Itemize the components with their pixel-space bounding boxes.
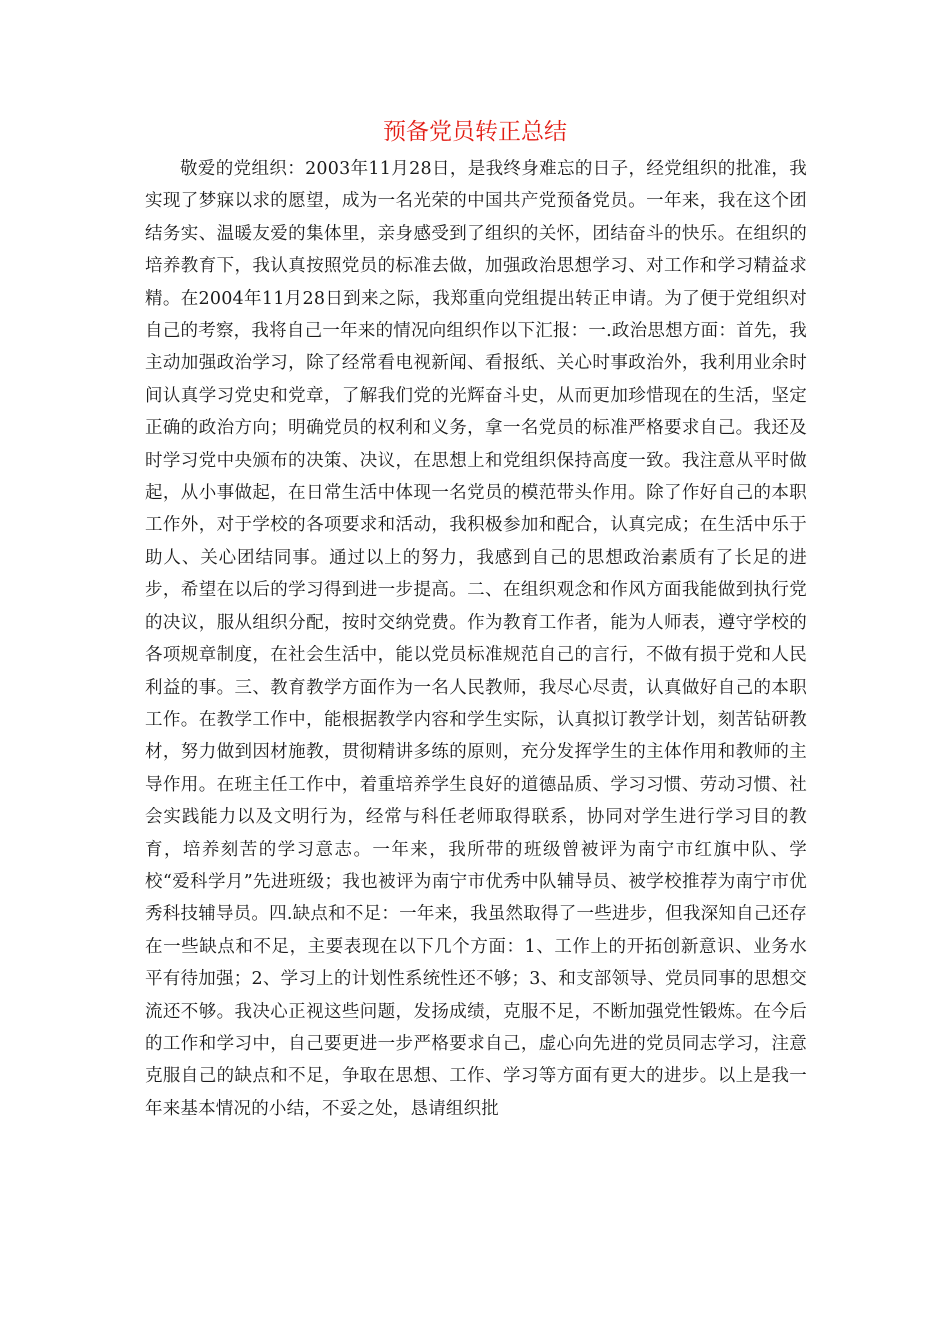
document-title: 预备党员转正总结 (383, 119, 567, 145)
document-body: 敬爱的党组织：2003年11月28日，是我终身难忘的日子，经党组织的批准，我实现了梦寐以求的愿望，成为一名光荣的中国共产党预备党员。一年来，我在这个团结务实、温暖友爱的集体里，亲身感受到了组织的关怀，团结奋斗的快乐。在组织的培养教育下，我认真按照党员的标准去做，加强政治思想学习、对工作和学习精益求精。在2004年11月28日到来之际，我郑重向党组提出转正申请。为了便于党组织对自己的考察，我将自己一年来的情况向组织作以下汇报：一.政治思想方面：首先，我主动加强政治学习，除了经常看电视新闻、看报纸、关心时事政治外，我利用业余时间认真学习党史和党章，了解我们党的光辉奋斗史，从而更加珍惜现在的生活，坚定正确的政治方向；明确党员的权利和义务，拿一名党员的标准严格要求自己。我还及时学习党中央颁布的决策、决议，在思想上和党组织保持高度一致。我注意从平时做起，从小事做起，在日常生活中体现一名党员的模范带头作用。除了作好自己的本职工作外，对于学校的各项要求和活动，我积极参加和配合，认真完成；在生活中乐于助人、关心团结同事。通过以上的努力，我感到自己的思想政治素质有了长足的进步，希望在以后的学习得到进一步提高。二、在组织观念和作风方面我能做到执行党的决议，服从组织分配，按时交纳党费。作为教育工作者，能为人师表，遵守学校的各项规章制度，在社会生活中，能以党员标准规范自己的言行，不做有损于党和人民利益的事。三、教育教学方面作为一名人民教师，我尽心尽责，认真做好自己的本职工作。在教学工作中，能根据教学内容和学生实际，认真拟订教学计划，刻苦钻研教材，努力做到因材施教，贯彻精讲多练的原则，充分发挥学生的主体作用和教师的主导作用。在班主任工作中，着重培养学生良好的道德品质、学习习惯、劳动习惯、社会实践能力以及文明行为，经常与科任老师取得联系，协同对学生进行学习目的教育，培养刻苦的学习意志。一年来，我所带的班级曾被评为南宁市红旗中队、学校“爱科学月”先进班级；我也被评为南宁市优秀中队辅导员、被学校推荐为南宁市优秀科技辅导员。四.缺点和不足：一年来，我虽然取得了一些进步，但我深知自己还存在一些缺点和不足，主要表现在以下几个方面：1、工作上的开拓创新意识、业务水平有待加强；2、学习上的计划性系统性还不够；3、和支部领导、党员同事的思想交流还不够。我决心正视这些问题，发扬成绩，克服不足，不断加强党性锻炼。在今后的工作和学习中，自己要更进一步严格要求自己，虚心向先进的党员同志学习，注意克服自己的缺点和不足，争取在思想、工作、学习等方面有更大的进步。以上是我一年来基本情况的小结，不妥之处，恳请组织批 (145, 159, 807, 1119)
